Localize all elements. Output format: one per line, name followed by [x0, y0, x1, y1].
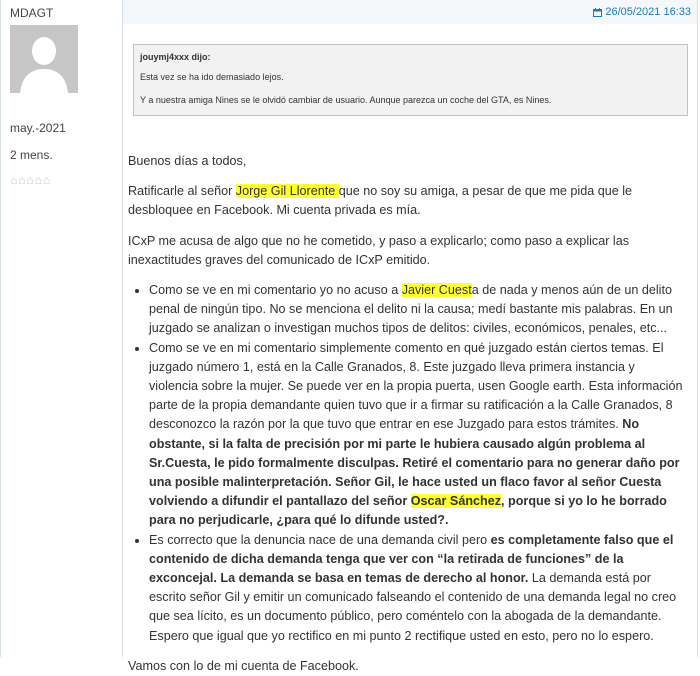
text: Como se ve en mi comentario simplemente comento en qué juzgado están ciertos temas. El juzgado número 1, está en la Calle Granados, 8. Este juzgado lleva primera instancia y violencia sobre la mujer. Se puede ver en la propia puerta, usen Google earth. Esta información parte de la propia demandante quien tuvo que ir a firmar su ratificación a la Calle Granados, 8 desconozco la razón por la que tuvo que entrar en ese Juzgado para estos trámites.	[149, 340, 683, 432]
list-item	[149, 281, 687, 339]
bold-text: es completamente falso que el contenido de dicha demanda tenga que ver con “la retirada de funciones” de la exconcejal. La demanda se basa en temas de derecho al honor.	[149, 532, 674, 586]
bold-text: , porque si yo lo he borrado para no perjudicarle, ¿para qué lo difunde usted?.	[149, 494, 667, 528]
quote-line: Esta vez se ha ido demasiado lejos.	[140, 72, 284, 82]
post-content	[123, 0, 697, 673]
user-silhouette-icon	[10, 25, 78, 93]
rank-house-icon: ⌂	[26, 173, 34, 187]
list-item	[149, 531, 687, 646]
text: Ratificarle al señor	[128, 184, 236, 199]
rank-house-icon: ⌂	[18, 173, 26, 187]
bullet-list	[128, 281, 687, 646]
quote-block	[133, 44, 688, 116]
author-username[interactable]: MDAGT	[10, 6, 54, 20]
text: Es correcto que la denuncia nace de una demanda civil pero	[149, 532, 491, 547]
list-item	[149, 339, 687, 531]
text: que no soy su amiga, a pesar de que me pida que le desbloquee en Facebook. Mi cuenta privada es mía.	[128, 184, 633, 218]
paragraph	[128, 182, 687, 220]
text: a de nada y menos aún de un delito penal de ningún tipo. No se menciona el delito ni la causa; medí bastante mis palabras. En un juzgado se analizan o investigan muchos tipos de delitos: civiles, económicos, penales, etc...	[149, 283, 673, 336]
post-body	[123, 116, 697, 676]
highlighted-name: Jorge Gil Llorente	[235, 184, 339, 199]
post-header	[123, 0, 697, 24]
rank-house-icon: ⌂	[34, 173, 42, 187]
author-join-date: may.-2021	[10, 121, 66, 135]
highlighted-name: Oscar Sánchez	[410, 494, 502, 509]
text: La demanda está por escrito señor Gil y emitir un comunicado falseando el contenido de una demanda legal no creo que sea lícito, es un documento público, pero coméntelo con la abogada de la demandante. Espero que igual que yo rectifico en mi punto 2 rectifique usted en esto, pero no lo espero.	[149, 571, 677, 643]
closing: Vamos con lo de mi cuenta de Facebook.	[128, 658, 359, 673]
author-panel	[1, 0, 123, 657]
rank-icons	[10, 174, 122, 186]
rank-house-icon: ⌂	[43, 173, 51, 187]
post-date[interactable]	[593, 6, 691, 18]
avatar[interactable]	[10, 25, 78, 93]
author-post-count: 2 mens.	[10, 148, 53, 162]
paragraph: ICxP me acusa de algo que no he cometido, y paso a explicarlo; como paso a explicar las inexactitudes graves del comunicado de ICxP emitido.	[128, 233, 630, 267]
quote-line: Y a nuestra amiga Nines se le olvidó cambiar de usuario. Aunque parezca un coche del GTA, es Nines.	[140, 95, 552, 105]
text: Como se ve en mi comentario yo no acuso a	[149, 283, 402, 298]
quote-author: jouymj4xxx dijo:	[140, 52, 211, 62]
bold-text: No obstante, si la falta de precisión por mi parte le hubiera causado algún problema al Sr.Cuesta, le pido formalmente disculpas. Retiré el comentario para no generar daño por una posible malinterpretación. Señor Gil, le hace usted un flaco favor al señor Cuesta volviendo a difundir el pantallazo del señor	[149, 417, 680, 509]
highlighted-name: Javier Cuest	[401, 283, 472, 298]
greeting: Buenos días a todos,	[128, 154, 247, 168]
rank-house-icon: ⌂	[10, 173, 18, 187]
calendar-icon	[593, 8, 602, 17]
post-date-text: 26/05/2021 16:33	[605, 6, 691, 18]
